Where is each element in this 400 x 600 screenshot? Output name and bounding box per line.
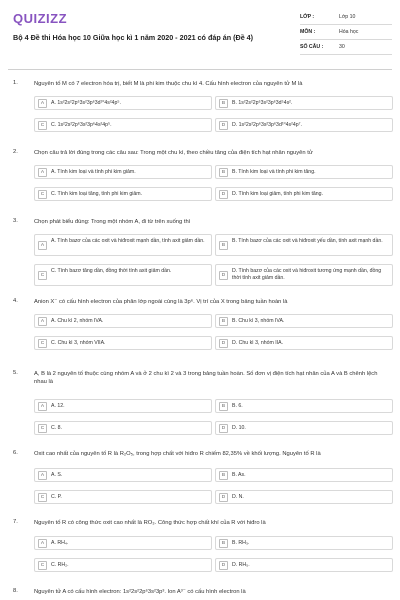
meta-label: MÔN : (300, 29, 316, 35)
option-letter: D (219, 339, 228, 348)
option-c[interactable] (34, 118, 212, 132)
option-text: C. P. (51, 494, 62, 500)
option-text: D. RH₅. (232, 562, 250, 568)
option-letter: A (38, 471, 47, 480)
option-text: B. As. (232, 472, 246, 478)
quizizz-logo: QUIZIZZ (13, 11, 68, 26)
option-a[interactable] (34, 165, 212, 179)
option-letter: B (219, 241, 228, 250)
option-a[interactable] (34, 96, 212, 110)
question-number: 6. (13, 450, 18, 456)
option-a[interactable] (34, 314, 212, 328)
option-b[interactable] (215, 165, 393, 179)
question-number: 4. (13, 298, 18, 304)
option-text: A. 1s²2s²2p⁶3s²3p⁶3d¹⁰4s²4p⁵. (51, 100, 121, 106)
option-letter: D (219, 271, 228, 280)
question-text: Nguyên tố M có 7 electron hóa trị, biết M là phi kim thuộc chu kì 4. Cấu hình electron của nguyên tử M là (34, 81, 303, 87)
option-a[interactable] (34, 234, 212, 256)
option-text: B. 6. (232, 403, 243, 409)
question-text: Oxit cao nhất của nguyên tố R là R₂O₅, trong hợp chất với hiđro R chiếm 82,35% về khối lượng. Nguyên tố R là (34, 451, 321, 457)
option-a[interactable] (34, 399, 212, 413)
option-text: B. RH₃. (232, 540, 250, 546)
option-b[interactable] (215, 399, 393, 413)
option-letter: C (38, 121, 47, 130)
option-letter: D (219, 190, 228, 199)
option-letter: A (38, 539, 47, 548)
meta-row-subject (300, 25, 392, 40)
option-letter: D (219, 493, 228, 502)
meta-value: Lớp 10 (339, 14, 356, 20)
option-text: C. 8. (51, 425, 62, 431)
option-text: B. Chu kì 3, nhóm IVA. (232, 318, 285, 324)
option-b[interactable] (215, 96, 393, 110)
option-letter: A (38, 402, 47, 411)
question-number: 5. (13, 370, 18, 376)
option-letter: A (38, 99, 47, 108)
option-text: C. Tính kim loại tăng, tính phi kim giảm. (51, 191, 143, 197)
option-text: A. Tính bazơ của các oxit và hiđroxit mạnh dần, tính axit giảm dần. (51, 238, 205, 244)
meta-value: Hóa học (339, 29, 359, 35)
option-d[interactable] (215, 558, 393, 572)
option-text: A. 12. (51, 403, 65, 409)
option-text: D. N. (232, 494, 244, 500)
question-text: Chọn câu trả lời đúng trong các câu sau: Trong một chu kì, theo chiều tăng của điện tích hạt nhân nguyên tử (34, 150, 313, 156)
option-letter: C (38, 424, 47, 433)
option-text: C. Chu kì 3, nhóm VIIA. (51, 340, 106, 346)
meta-row-count (300, 40, 392, 55)
option-c[interactable] (34, 336, 212, 350)
header (0, 0, 400, 62)
option-c[interactable] (34, 421, 212, 435)
option-b[interactable] (215, 234, 393, 256)
page-title: Bộ 4 Đề thi Hóa học 10 Giữa học kì 1 năm 2020 - 2021 có đáp án (Đề 4) (13, 33, 254, 42)
option-d[interactable] (215, 264, 393, 286)
option-letter: B (219, 471, 228, 480)
option-d[interactable] (215, 118, 393, 132)
option-letter: B (219, 168, 228, 177)
option-text: B. Tính bazơ của các oxit và hiđroxit yếu dần, tính axit mạnh dần. (232, 238, 383, 244)
question-text: Nguyên tử A có cấu hình electron: 1s²2s²2p⁶3s²3p³. Ion A³⁻ có cấu hình electron là (34, 589, 246, 595)
question-number: 1. (13, 80, 18, 86)
option-b[interactable] (215, 468, 393, 482)
option-text: B. Tính kim loại và tính phi kim tăng. (232, 169, 316, 175)
meta-label: SỐ CÂU : (300, 44, 324, 50)
option-text: A. RH₄. (51, 540, 69, 546)
option-letter: C (38, 339, 47, 348)
question-number: 3. (13, 218, 18, 224)
option-b[interactable] (215, 536, 393, 550)
option-letter: A (38, 168, 47, 177)
option-b[interactable] (215, 314, 393, 328)
option-letter: B (219, 539, 228, 548)
option-a[interactable] (34, 468, 212, 482)
option-letter: D (219, 561, 228, 570)
option-c[interactable] (34, 264, 212, 286)
question-number: 8. (13, 588, 18, 594)
meta-label: LỚP : (300, 14, 315, 20)
option-text: D. Tính bazơ của các oxit và hiđroxit tương ứng mạnh dần, đồng thời tính axit giảm dần. (232, 268, 382, 281)
option-text: C. Tính bazơ tăng dần, đồng thời tính axit giảm dần. (51, 268, 172, 274)
option-d[interactable] (215, 421, 393, 435)
option-text: A. S. (51, 472, 63, 478)
option-text: A. Tính kim loại và tính phi kim giảm. (51, 169, 136, 175)
option-text: C. RH₂. (51, 562, 69, 568)
option-c[interactable] (34, 558, 212, 572)
option-c[interactable] (34, 187, 212, 201)
question-text: Chọn phát biểu đúng: Trong một nhóm A, đi từ trên xuống thì (34, 219, 191, 225)
option-letter: B (219, 99, 228, 108)
option-d[interactable] (215, 336, 393, 350)
option-text: B. 1s²2s²2p⁶3s²3p⁶3d⁵4s². (232, 100, 293, 106)
option-text: D. 10. (232, 425, 246, 431)
meta-row-class (300, 10, 392, 25)
option-letter: A (38, 317, 47, 326)
option-letter: B (219, 317, 228, 326)
option-text: D. Chu kì 3, nhóm IIA. (232, 340, 284, 346)
option-text: C. 1s²2s²2p⁶3s²3p⁶4s²4p⁵. (51, 122, 112, 128)
option-text: A. Chu kì 2, nhóm IVA. (51, 318, 104, 324)
option-d[interactable] (215, 187, 393, 201)
question-number: 2. (13, 149, 18, 155)
question-text: Nguyên tố R có công thức oxit cao nhất là RO₃. Công thức hợp chất khí của R với hiđro là (34, 520, 266, 526)
question-text: A, B là 2 nguyên tố thuộc cùng nhóm A và ở 2 chu kì 2 và 3 trong bảng tuần hoàn. Số đơn vị điện tích hạt nhân của A và B chênh lệch nhau là (34, 371, 378, 385)
option-text: D. Tính kim loại giảm, tính phi kim tăng. (232, 191, 324, 197)
question-text: Anion X⁻ có cấu hình electron của phân lớp ngoài cùng là 3p⁶. Vị trí của X trong bảng tuần hoàn là (34, 299, 288, 305)
option-letter: C (38, 493, 47, 502)
option-letter: D (219, 121, 228, 130)
option-letter: A (38, 241, 47, 250)
question-number: 7. (13, 519, 18, 525)
meta-table (300, 10, 392, 55)
header-divider (8, 69, 392, 70)
option-d[interactable] (215, 490, 393, 504)
option-text: D. 1s²2s²2p⁶3s²3p⁶3d¹⁰4s²4p⁷. (232, 122, 302, 128)
option-letter: C (38, 190, 47, 199)
option-letter: D (219, 424, 228, 433)
option-letter: C (38, 271, 47, 280)
option-letter: C (38, 561, 47, 570)
option-letter: B (219, 402, 228, 411)
option-a[interactable] (34, 536, 212, 550)
meta-value: 30 (339, 44, 345, 50)
option-c[interactable] (34, 490, 212, 504)
